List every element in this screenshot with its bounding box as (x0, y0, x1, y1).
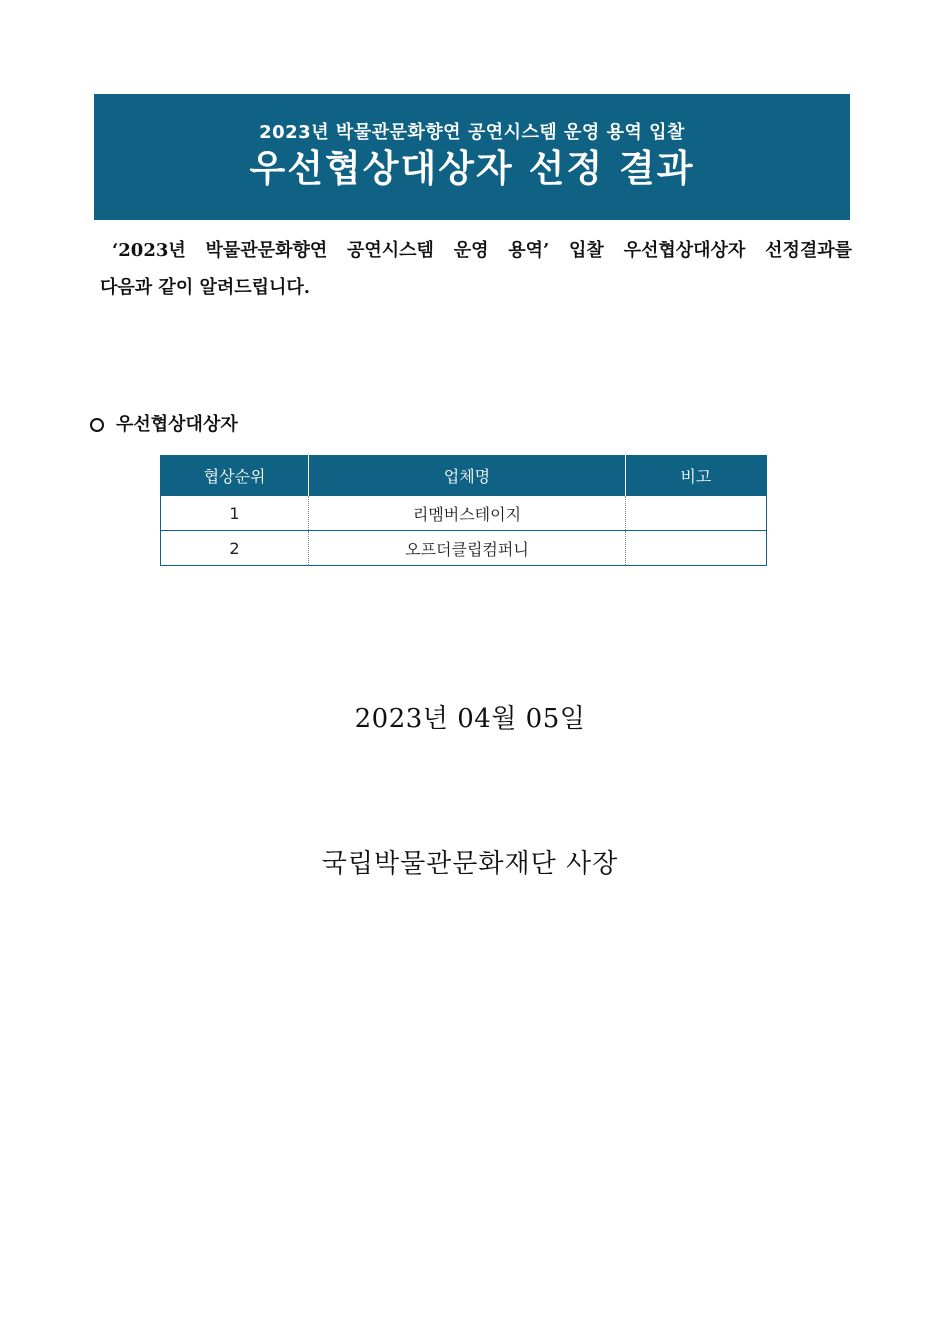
table-header-row (161, 455, 767, 496)
intro-line-2: 다음과 같이 알려드립니다. (100, 277, 311, 298)
cell-note (625, 531, 766, 566)
cell-rank: 1 (161, 496, 309, 531)
table-row (161, 496, 767, 531)
announcement-date: 2023년 04월 05일 (354, 704, 586, 734)
intro-paragraph (100, 232, 852, 306)
result-table (160, 455, 767, 566)
section-heading-label: 우선협상대상자 (116, 414, 238, 435)
header-company: 업체명 (309, 455, 626, 496)
banner-subtitle: 2023년 박물관문화향연 공연시스템 운영 용역 입찰 (259, 122, 685, 143)
table-row (161, 531, 767, 566)
cell-rank: 2 (161, 531, 309, 566)
cell-note (625, 496, 766, 531)
title-banner (94, 94, 850, 220)
issuer-signature: 국립박물관문화재단 사장 (321, 849, 619, 879)
cell-company: 오프더클립컴퍼니 (309, 531, 626, 566)
header-rank: 협상순위 (161, 455, 309, 496)
section-heading (90, 412, 238, 438)
header-note: 비고 (625, 455, 766, 496)
circle-bullet-icon (90, 418, 104, 432)
cell-company: 리멤버스테이지 (309, 496, 626, 531)
intro-line-1: ‘2023년 박물관문화향연 공연시스템 운영 용역’ 입찰 우선협상대상자 선정결과를 (112, 240, 852, 261)
banner-title: 우선협상대상자 선정 결과 (249, 147, 695, 190)
